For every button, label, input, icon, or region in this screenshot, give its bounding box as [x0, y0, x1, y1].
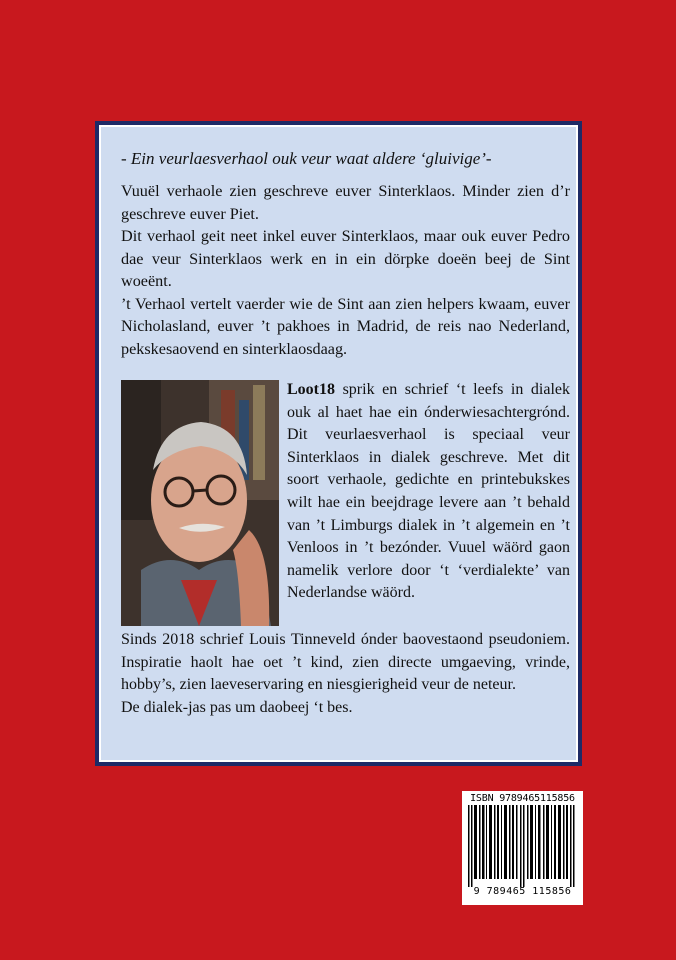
tagline: - Ein veurlaesverhaol ouk veur waat aldere ‘gluivige’-: [121, 149, 492, 168]
author-bio-bottom: [121, 629, 570, 719]
bio-bottom-paragraph: Sinds 2018 schrief Louis Tinneveld ónder baovestaond pseudoniem. Inspiratie haolt hae oet ’t kind, zien directe umgaeving, vrinde, hobby’s, zien laeveservaring en niesgierigheid veur de neteur.: [121, 631, 570, 694]
barcode-bars: [466, 805, 579, 887]
author-portrait-image: [121, 380, 279, 626]
panel-inner: [99, 125, 578, 762]
author-name: Loot18: [287, 381, 335, 398]
isbn-label: ISBN 9789465115856: [470, 793, 575, 804]
barcode-digits: 9 789465 115856: [473, 886, 572, 897]
intro-paragraph: ’t Verhaol vertelt vaerder wie de Sint aan zien helpers kwaam, euver Nicholasland, euver ’t pakhoes in Madrid, de reis nao Nederland, pekskesaovend en sinterklaosdaag.: [121, 294, 570, 358]
bio-right-text: sprik en schrief ‘t leefs in dialek ouk al haet hae ein ónderwiesachtergrónd. Dit veurlaesverhaol is speciaal veur Sinterklaos in dialek geschreve. Met dit soort verhaole, gedichte en printebukskes wilt hae ein beejdrage levere aan ’t behald van ’t Limburgs dialek in ’t algemein en ’t Venloos in ’t bezónder. Vuuel wäörd gaon namelik verlore door ‘t ‘verdialekte’ van Nederlandse wäörd.: [287, 381, 571, 602]
bio-paragraph: [287, 379, 570, 605]
author-bio-right: [287, 379, 570, 605]
intro-paragraph: Vuuël verhaole zien geschreve euver Sinterklaos. Minder zien d’r geschreve euver Piet.: [121, 182, 570, 223]
intro-text: [121, 180, 570, 360]
isbn-barcode: [462, 791, 583, 905]
intro-paragraph: Dit verhaol geit neet inkel euver Sinterklaos, maar ouk euver Pedro dae veur Sinterklaos werk en in ein dörpke doeën beej de Sint woeënt.: [121, 227, 570, 290]
back-cover-panel: [95, 121, 582, 766]
bio-closing: De dialek-jas pas um daobeej ‘t bes.: [121, 698, 353, 716]
author-photo: [121, 380, 279, 626]
